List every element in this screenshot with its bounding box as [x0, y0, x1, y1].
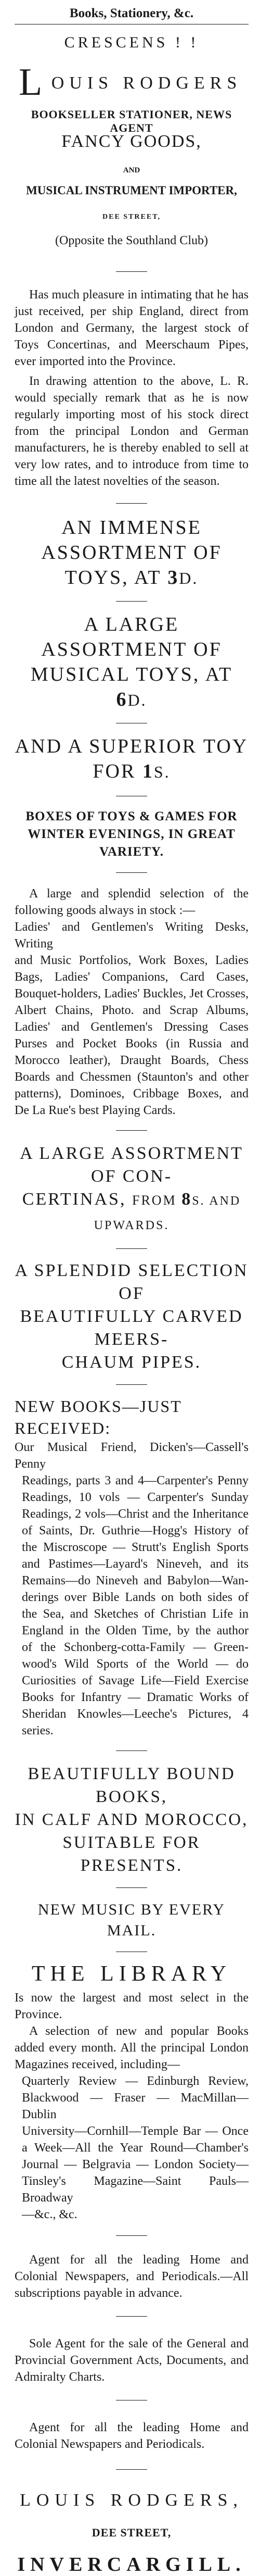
book-line: Remains—do Nineveh and Babylon—Wan-	[22, 1574, 249, 1587]
concertinas-line2	[15, 1188, 249, 1237]
name-rest: OUIS RODGERS	[51, 73, 242, 93]
toys-3d-text: TOYS, AT	[64, 567, 168, 589]
footer-proprietor-name: LOUIS RODGERS,	[20, 2491, 243, 2510]
goods-line: Ladies' and Gentlemen's Dressing Cases	[15, 1020, 249, 1034]
pipes-heading	[15, 1259, 249, 1374]
bound-books-heading	[15, 1762, 249, 1877]
toys-3d-heading	[15, 515, 249, 591]
superior-unit: S.	[153, 762, 171, 781]
book-line: Our Musical Friend, Dicken's—Cassell's Penny	[15, 1441, 249, 1471]
book-line: England in the Olden Time, by the author	[22, 1624, 249, 1637]
section-header: Books, Stationery, &c.	[69, 6, 194, 20]
library-line: Tinsley's Magazine—Saint Pauls—Broadway	[22, 2174, 249, 2205]
library-line: University—Cornhill—Temple Bar — Once	[22, 2124, 249, 2138]
pipes-line2: BEAUTIFULLY CARVED MEERS-	[20, 1307, 243, 1349]
opposite-line: (Opposite the Southland Club)	[55, 234, 208, 247]
book-line: Readings, 10 vols — Carpenter's Sunday	[22, 1491, 249, 1504]
proprietor-name	[15, 61, 249, 108]
goods-line: Ladies' and Gentlemen's Writing Desks, Writing	[15, 920, 249, 951]
goods-line: Bags, Ladies' Companions, Card Cases,	[15, 970, 249, 984]
book-line: of the Schonberg-cotta-Family — Green-	[22, 1641, 249, 1654]
crescens-heading: CRESCENS ! !	[64, 34, 199, 51]
drawing-attention-paragraph: In drawing attention to the above, L. R. would specially remark that as he is now regularly importing most of his stock direct from the principal London and German manufacturers, he is thereby enabled to sell at very low rates, and to introduce from time to time all the latest novelties of the season.	[15, 374, 249, 488]
library-line: Blackwood — Fraser — MacMillan—Dublin	[22, 2091, 249, 2121]
intro-paragraph: Has much pleasure in intimating that he has just received, per ship England, direct from London and Germany, the largest stock of Toys Concertinas, and Meerschaum Pipes, ever imported into the Province.	[15, 288, 249, 368]
goods-line: De La Rue's best Playing Cards.	[15, 1104, 176, 1117]
fancy-goods-line: FANCY GOODS,	[61, 132, 202, 151]
concertinas-line1: A LARGE ASSORTMENT OF CON-	[20, 1144, 243, 1186]
concertinas-price: 8	[181, 1190, 192, 1209]
new-books-heading: NEW BOOKS—JUST RECEIVED:	[15, 1397, 182, 1437]
goods-line: Bouquet-holders, Ladies' Buckles, Jet Crosses,	[15, 987, 249, 1001]
musical-line1: A LARGE ASSORTMENT OF	[41, 614, 222, 660]
book-line: of Saints, Dr. Guthrie—Hogg's History of	[22, 1524, 249, 1537]
library-line: added every month. All the principal London	[15, 2041, 249, 2055]
musical-price: 6	[116, 689, 128, 710]
library-heading: THE LIBRARY	[31, 1962, 232, 1986]
library-line: A selection of new and popular Books	[29, 2024, 249, 2038]
pipes-line1: A SPLENDID SELECTION OF	[15, 1261, 249, 1303]
library-line: Is now the largest and most select in the Province.	[15, 1991, 249, 2021]
goods-line: and Music Portfolios, Work Boxes, Ladies	[15, 954, 249, 967]
new-books-list	[15, 1439, 249, 1739]
library-list	[15, 1990, 249, 2223]
goods-intro: A large and splendid selection of the following goods always in stock :—	[15, 887, 249, 917]
superior-toy-heading	[15, 734, 249, 784]
book-line: Curiosities of Savage Life—Field Exercise	[22, 1674, 249, 1687]
agent-periodicals-paragraph: Agent for all the leading Home and Colonial Newspapers and Periodicals.	[15, 2421, 249, 2451]
and-line: AND	[123, 166, 140, 174]
pipes-line3: CHAUM PIPES.	[61, 1353, 202, 1372]
musical-toys-heading	[15, 612, 249, 712]
goods-line: Albert Chains, Photo. and Scrap Albums,	[15, 1004, 249, 1017]
book-line: Books for Infantry — Dramatic Works of	[22, 1691, 249, 1704]
goods-line: Purses and Pocket Books (in Russia and	[15, 1037, 249, 1051]
book-line: wood's Wild Sports of the World — do	[22, 1657, 249, 1671]
concertinas-from: FROM	[132, 1193, 182, 1208]
library-line: a Week—All the Year Round—Chamber's	[22, 2141, 249, 2155]
toys-3d-unit: D.	[179, 569, 199, 587]
name-initial: L	[19, 61, 43, 104]
bound-line1: BEAUTIFULLY BOUND BOOKS,	[28, 1765, 236, 1806]
book-line: derings over Bible Lands on both sides of	[22, 1591, 249, 1604]
book-line: series.	[22, 1724, 54, 1737]
superior-price: 1	[142, 760, 154, 782]
footer-town: INVERCARGILL.	[17, 2554, 246, 2575]
goods-line: Morocco leather), Draught Boards, Chess	[15, 1054, 249, 1067]
book-line: and Pastimes—Layard's Nineveh, and its	[22, 1557, 249, 1571]
book-line: Readings, parts 3 and 4—Carpenter's Penny	[22, 1474, 249, 1487]
superior-text: AND A SUPERIOR TOY FOR	[15, 735, 249, 782]
book-line: the Miscroscope — Strutt's English Sports	[22, 1541, 249, 1554]
sole-agent-paragraph: Sole Agent for the sale of the General and Provincial Government Acts, Documents, and Admiralty Charts.	[15, 2337, 249, 2384]
musical-line2	[15, 662, 249, 712]
musical-text: MUSICAL TOYS, AT	[30, 664, 233, 685]
goods-line: Boards and Chessmen (Staunton's and other	[15, 1070, 249, 1084]
library-line: Quarterly Review — Edinburgh Review,	[22, 2074, 249, 2088]
concertinas-text: CERTINAS,	[22, 1190, 132, 1209]
concertinas-unit: S. AND UPWARDS.	[94, 1194, 241, 1232]
importer-line: MUSICAL INSTRUMENT IMPORTER,	[26, 184, 237, 197]
new-music-heading: NEW MUSIC BY EVERY MAIL.	[37, 1901, 226, 1939]
goods-line: patterns), Dominoes, Cribbage Boxes, and	[15, 1087, 249, 1101]
concertinas-heading	[15, 1142, 249, 1237]
book-line: Sheridan Knowles—Leeche's Pictures, 4	[22, 1707, 249, 1721]
book-line: Readings, 2 vols—Christ and the Inheritance	[22, 1507, 249, 1521]
street-line: DEE STREET,	[102, 213, 161, 221]
bound-line2: IN CALF AND MOROCCO,	[15, 1810, 249, 1829]
library-line: —&c., &c.	[22, 2208, 77, 2221]
musical-unit: D.	[127, 691, 147, 709]
library-line: Journal — Belgravia — London Society—	[22, 2158, 249, 2171]
toys-3d-line1: AN IMMENSE ASSORTMENT OF	[41, 517, 222, 564]
bound-line3: SUITABLE FOR PRESENTS.	[62, 1833, 201, 1875]
toys-3d-price: 3	[167, 567, 179, 589]
book-line: the Sea, and Sketches of Christian Life in	[22, 1607, 249, 1621]
toys-3d-line2	[15, 565, 249, 591]
goods-list	[15, 919, 249, 1119]
library-line: Magazines received, including—	[15, 2058, 180, 2071]
boxes-heading: BOXES OF TOYS & GAMES FOR WINTER EVENINGS, IN GREAT VARIETY.	[25, 809, 238, 859]
trade-line: BOOKSELLER STATIONER, NEWS AGENT	[31, 108, 232, 134]
footer-street: DEE STREET,	[92, 2526, 172, 2539]
agent-paragraph: Agent for all the leading Home and Colonial Newspapers, and Periodicals.—All subscriptions payable in advance.	[15, 2253, 249, 2300]
